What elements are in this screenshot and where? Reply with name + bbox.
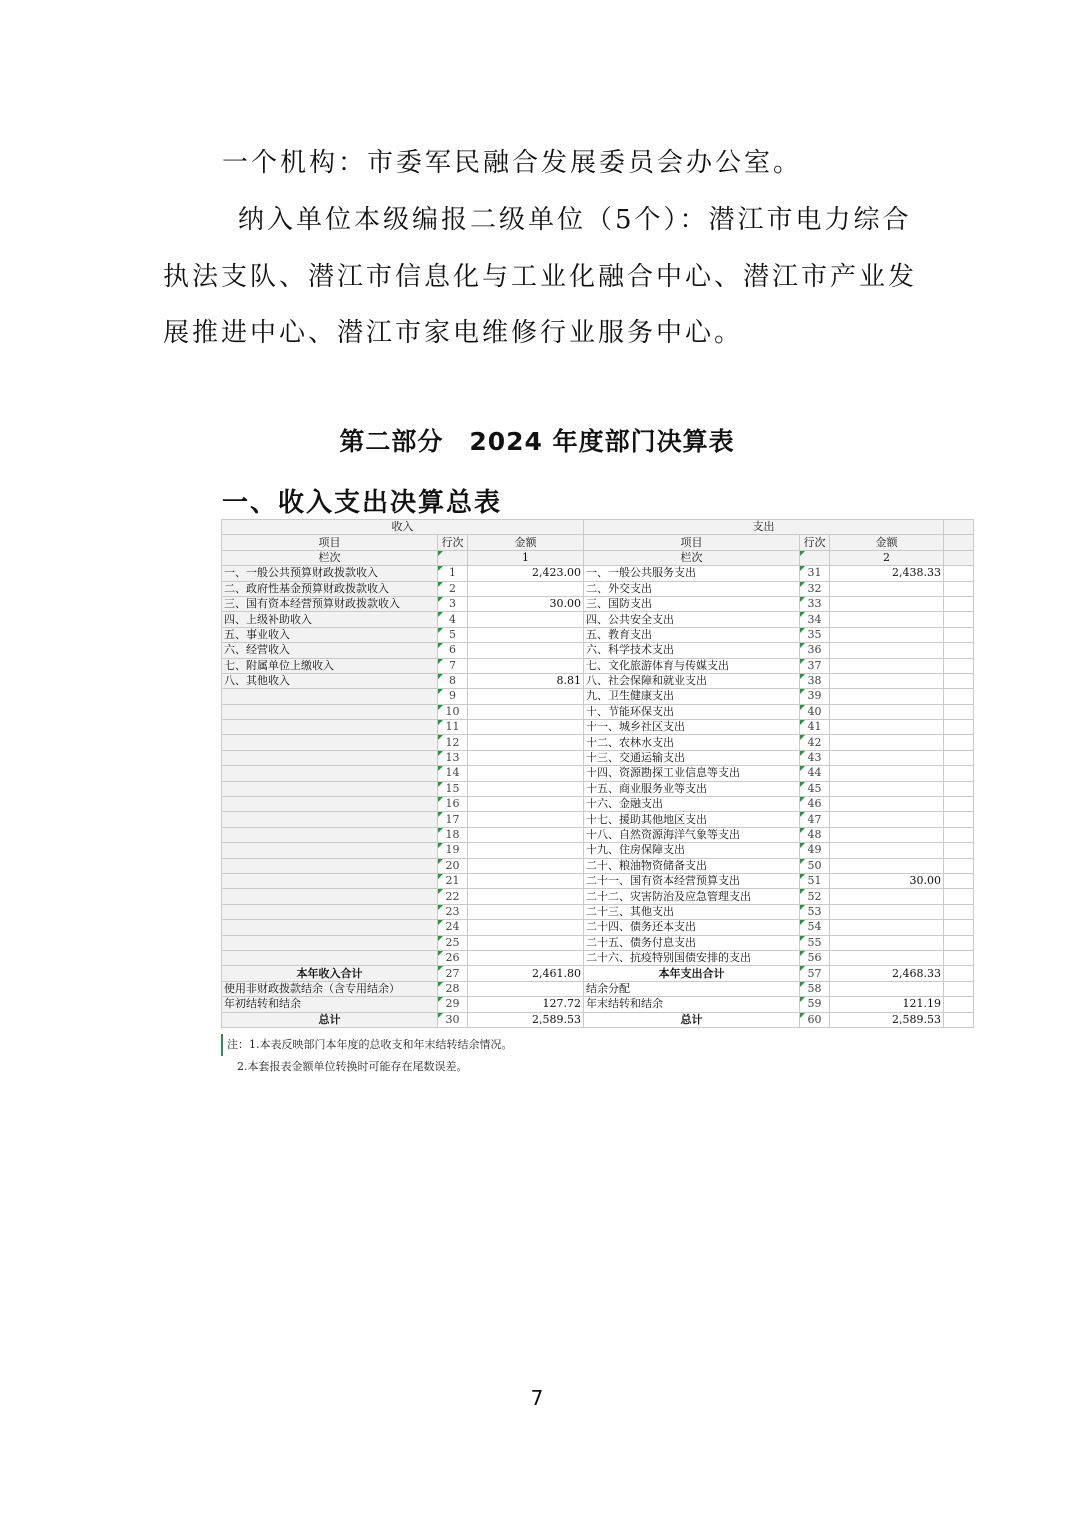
- income-amount: [468, 581, 584, 596]
- intro-line-1: 一个机构：市委军民融合发展委员会办公室。: [222, 148, 803, 178]
- income-item-label: 四、上级补助收入: [222, 612, 438, 627]
- income-line-number: 25: [438, 935, 468, 950]
- income-item-label: 总计: [222, 1012, 438, 1027]
- income-expense-table: [221, 519, 974, 1028]
- expense-item-label: 十二、农林水支出: [584, 735, 800, 750]
- expense-line-number: 51: [800, 873, 830, 888]
- expense-amount: [830, 904, 944, 919]
- expense-item-label: 七、文化旅游体育与传媒支出: [584, 658, 800, 673]
- income-line-number: 20: [438, 858, 468, 873]
- income-amount: 2,461.80: [468, 966, 584, 981]
- expense-item-label: 十六、金融支出: [584, 797, 800, 812]
- expense-amount: [830, 612, 944, 627]
- expense-line-number: 56: [800, 950, 830, 965]
- expense-item-label: 二十五、债务付息支出: [584, 935, 800, 950]
- intro-line-3: 执法支队、潜江市信息化与工业化融合中心、潜江市产业发: [163, 262, 918, 292]
- income-line-number: 26: [438, 950, 468, 965]
- table-row: [222, 812, 974, 827]
- income-line-number: 10: [438, 704, 468, 719]
- income-line-number: 24: [438, 920, 468, 935]
- income-item-label: [222, 704, 438, 719]
- empty-cell: [800, 550, 830, 565]
- expense-line-number: 44: [800, 766, 830, 781]
- income-item-label: [222, 781, 438, 796]
- income-item-label: 年初结转和结余: [222, 997, 438, 1012]
- expense-amount: [830, 627, 944, 642]
- empty-cell: [944, 612, 974, 627]
- income-item-label: [222, 827, 438, 842]
- col-header-lanci: 栏次: [584, 550, 800, 565]
- income-line-number: 7: [438, 658, 468, 673]
- expense-line-number: 43: [800, 750, 830, 765]
- income-line-number: 3: [438, 596, 468, 611]
- expense-item-label: 二十二、灾害防治及应急管理支出: [584, 889, 800, 904]
- empty-cell: [438, 550, 468, 565]
- table-row: [222, 750, 974, 765]
- expense-amount: [830, 750, 944, 765]
- intro-line-4: 展推进中心、潜江市家电维修行业服务中心。: [163, 318, 744, 348]
- income-amount: [468, 889, 584, 904]
- income-item-label: [222, 735, 438, 750]
- income-line-number: 30: [438, 1012, 468, 1027]
- income-line-number: 4: [438, 612, 468, 627]
- income-line-number: 1: [438, 566, 468, 581]
- expense-line-number: 53: [800, 904, 830, 919]
- table-notes: [221, 1034, 973, 1078]
- expense-amount: [830, 658, 944, 673]
- expense-amount: [830, 827, 944, 842]
- expense-item-label: 十五、商业服务业等支出: [584, 781, 800, 796]
- income-item-label: [222, 904, 438, 919]
- income-item-label: [222, 750, 438, 765]
- expense-line-number: 31: [800, 566, 830, 581]
- income-amount: 127.72: [468, 997, 584, 1012]
- income-amount: [468, 935, 584, 950]
- income-item-label: [222, 889, 438, 904]
- empty-cell: [944, 520, 974, 535]
- expense-item-label: 年末结转和结余: [584, 997, 800, 1012]
- table-row: [222, 627, 974, 642]
- empty-cell: [944, 766, 974, 781]
- expense-item-label: 本年支出合计: [584, 966, 800, 981]
- expense-item-label: 四、公共安全支出: [584, 612, 800, 627]
- income-item-label: [222, 873, 438, 888]
- income-item-label: [222, 935, 438, 950]
- expense-item-label: 九、卫生健康支出: [584, 689, 800, 704]
- empty-cell: [944, 873, 974, 888]
- income-line-number: 8: [438, 673, 468, 688]
- income-header: 收入: [222, 520, 584, 535]
- income-line-number: 9: [438, 689, 468, 704]
- income-amount: 2,423.00: [468, 566, 584, 581]
- income-item-label: [222, 797, 438, 812]
- spreadsheet-table: [221, 519, 973, 1078]
- income-amount: [468, 812, 584, 827]
- income-item-label: 六、经营收入: [222, 643, 438, 658]
- expense-item-label: 结余分配: [584, 981, 800, 996]
- empty-cell: [944, 827, 974, 842]
- expense-item-label: 十一、城乡社区支出: [584, 720, 800, 735]
- expense-item-label: 十、节能环保支出: [584, 704, 800, 719]
- empty-cell: [944, 643, 974, 658]
- income-item-label: 八、其他收入: [222, 673, 438, 688]
- col-number-2: 2: [830, 550, 944, 565]
- empty-cell: [944, 566, 974, 581]
- expense-amount: [830, 812, 944, 827]
- table-row: [222, 950, 974, 965]
- empty-cell: [944, 935, 974, 950]
- col-header-lanci: 栏次: [222, 550, 438, 565]
- col-number-1: 1: [468, 550, 584, 565]
- expense-line-number: 59: [800, 997, 830, 1012]
- page-number: 7: [530, 1386, 544, 1410]
- col-header-amount: 金额: [830, 535, 944, 550]
- expense-line-number: 49: [800, 843, 830, 858]
- table-row: [222, 704, 974, 719]
- expense-line-number: 35: [800, 627, 830, 642]
- empty-cell: [944, 920, 974, 935]
- table-row: [222, 797, 974, 812]
- empty-cell: [944, 720, 974, 735]
- col-header-line: 行次: [438, 535, 468, 550]
- income-line-number: 23: [438, 904, 468, 919]
- income-item-label: [222, 812, 438, 827]
- expense-line-number: 57: [800, 966, 830, 981]
- expense-amount: [830, 920, 944, 935]
- table-row: [222, 1012, 974, 1027]
- empty-cell: [944, 550, 974, 565]
- empty-cell: [944, 904, 974, 919]
- income-amount: [468, 704, 584, 719]
- empty-cell: [944, 950, 974, 965]
- income-line-number: 14: [438, 766, 468, 781]
- expense-amount: [830, 735, 944, 750]
- expense-item-label: 十四、资源勘探工业信息等支出: [584, 766, 800, 781]
- empty-cell: [944, 673, 974, 688]
- income-amount: [468, 950, 584, 965]
- income-line-number: 22: [438, 889, 468, 904]
- empty-cell: [944, 627, 974, 642]
- expense-amount: [830, 981, 944, 996]
- expense-line-number: 33: [800, 596, 830, 611]
- income-item-label: 七、附属单位上缴收入: [222, 658, 438, 673]
- income-amount: [468, 735, 584, 750]
- col-header-amount: 金额: [468, 535, 584, 550]
- income-item-label: 使用非财政拨款结余（含专用结余）: [222, 981, 438, 996]
- note-2: 2.本套报表金额单位转换时可能存在尾数误差。: [237, 1059, 468, 1073]
- expense-item-label: 十七、援助其他地区支出: [584, 812, 800, 827]
- table-row: [222, 612, 974, 627]
- empty-cell: [944, 966, 974, 981]
- income-line-number: 2: [438, 581, 468, 596]
- empty-cell: [944, 843, 974, 858]
- expense-amount: 2,468.33: [830, 966, 944, 981]
- expense-line-number: 54: [800, 920, 830, 935]
- income-line-number: 5: [438, 627, 468, 642]
- expense-amount: 121.19: [830, 997, 944, 1012]
- income-item-label: 三、国有资本经营预算财政拨款收入: [222, 596, 438, 611]
- expense-item-label: 五、教育支出: [584, 627, 800, 642]
- expense-line-number: 58: [800, 981, 830, 996]
- expense-item-label: 三、国防支出: [584, 596, 800, 611]
- intro-line-2: 纳入单位本级编报二级单位（5个）：潜江市电力综合: [238, 205, 912, 235]
- income-amount: [468, 920, 584, 935]
- income-amount: [468, 781, 584, 796]
- col-header-item: 项目: [222, 535, 438, 550]
- empty-cell: [944, 797, 974, 812]
- income-item-label: [222, 950, 438, 965]
- expense-line-number: 34: [800, 612, 830, 627]
- table-row: [222, 566, 974, 581]
- expense-amount: 2,438.33: [830, 566, 944, 581]
- expense-header: 支出: [584, 520, 944, 535]
- expense-line-number: 45: [800, 781, 830, 796]
- income-item-label: 五、事业收入: [222, 627, 438, 642]
- table-row: [222, 920, 974, 935]
- income-line-number: 6: [438, 643, 468, 658]
- income-amount: [468, 720, 584, 735]
- table-row: [222, 689, 974, 704]
- table-row: [222, 781, 974, 796]
- expense-item-label: 八、社会保障和就业支出: [584, 673, 800, 688]
- table-row: [222, 827, 974, 842]
- expense-item-label: 十八、自然资源海洋气象等支出: [584, 827, 800, 842]
- col-header-line: 行次: [800, 535, 830, 550]
- expense-line-number: 48: [800, 827, 830, 842]
- table-row: [222, 658, 974, 673]
- expense-line-number: 52: [800, 889, 830, 904]
- expense-item-label: 总计: [584, 1012, 800, 1027]
- expense-amount: [830, 689, 944, 704]
- expense-line-number: 55: [800, 935, 830, 950]
- income-line-number: 11: [438, 720, 468, 735]
- income-line-number: 18: [438, 827, 468, 842]
- expense-item-label: 二十六、抗疫特别国债安排的支出: [584, 950, 800, 965]
- expense-amount: [830, 720, 944, 735]
- table-row: [222, 997, 974, 1012]
- expense-amount: [830, 781, 944, 796]
- expense-amount: [830, 596, 944, 611]
- income-item-label: 一、一般公共预算财政拨款收入: [222, 566, 438, 581]
- expense-amount: 2,589.53: [830, 1012, 944, 1027]
- expense-item-label: 二十、粮油物资储备支出: [584, 858, 800, 873]
- empty-cell: [944, 997, 974, 1012]
- income-amount: [468, 627, 584, 642]
- expense-item-label: 二、外交支出: [584, 581, 800, 596]
- income-amount: 30.00: [468, 596, 584, 611]
- income-line-number: 12: [438, 735, 468, 750]
- part-title: 第二部分 2024 年度部门决算表: [339, 427, 735, 456]
- income-amount: [468, 858, 584, 873]
- expense-amount: [830, 643, 944, 658]
- expense-amount: [830, 935, 944, 950]
- table-row: [222, 766, 974, 781]
- table-row: [222, 673, 974, 688]
- expense-amount: [830, 766, 944, 781]
- note-1: 注：1.本表反映部门本年度的总收支和年末结转结余情况。: [221, 1034, 973, 1056]
- expense-amount: [830, 858, 944, 873]
- expense-item-label: 一、一般公共服务支出: [584, 566, 800, 581]
- income-amount: [468, 827, 584, 842]
- income-amount: [468, 797, 584, 812]
- expense-line-number: 38: [800, 673, 830, 688]
- expense-amount: [830, 704, 944, 719]
- income-item-label: [222, 920, 438, 935]
- expense-item-label: 十三、交通运输支出: [584, 750, 800, 765]
- income-item-label: [222, 858, 438, 873]
- expense-item-label: 二十三、其他支出: [584, 904, 800, 919]
- expense-line-number: 36: [800, 643, 830, 658]
- expense-amount: [830, 797, 944, 812]
- expense-line-number: 40: [800, 704, 830, 719]
- income-line-number: 16: [438, 797, 468, 812]
- empty-cell: [944, 689, 974, 704]
- income-line-number: 21: [438, 873, 468, 888]
- income-amount: 8.81: [468, 673, 584, 688]
- income-amount: [468, 981, 584, 996]
- expense-item-label: 二十一、国有资本经营预算支出: [584, 873, 800, 888]
- income-amount: [468, 904, 584, 919]
- empty-cell: [944, 658, 974, 673]
- income-amount: 2,589.53: [468, 1012, 584, 1027]
- table-row: [222, 735, 974, 750]
- income-line-number: 17: [438, 812, 468, 827]
- expense-item-label: 二十四、债务还本支出: [584, 920, 800, 935]
- table-row: [222, 889, 974, 904]
- expense-amount: [830, 673, 944, 688]
- expense-line-number: 46: [800, 797, 830, 812]
- table-row: [222, 596, 974, 611]
- income-amount: [468, 689, 584, 704]
- expense-amount: 30.00: [830, 873, 944, 888]
- expense-line-number: 39: [800, 689, 830, 704]
- income-amount: [468, 643, 584, 658]
- income-amount: [468, 766, 584, 781]
- table-row: [222, 966, 974, 981]
- income-item-label: [222, 720, 438, 735]
- empty-cell: [944, 812, 974, 827]
- expense-line-number: 50: [800, 858, 830, 873]
- table-row: [222, 935, 974, 950]
- col-header-item: 项目: [584, 535, 800, 550]
- table-row: [222, 581, 974, 596]
- empty-cell: [944, 735, 974, 750]
- income-item-label: [222, 843, 438, 858]
- empty-cell: [944, 535, 974, 550]
- income-item-label: [222, 766, 438, 781]
- income-line-number: 29: [438, 997, 468, 1012]
- income-line-number: 28: [438, 981, 468, 996]
- income-item-label: [222, 689, 438, 704]
- expense-amount: [830, 843, 944, 858]
- table-row: [222, 981, 974, 996]
- section-title: 一、收入支出决算总表: [222, 488, 503, 518]
- table-row: [222, 643, 974, 658]
- expense-line-number: 42: [800, 735, 830, 750]
- income-line-number: 27: [438, 966, 468, 981]
- expense-item-label: 六、科学技术支出: [584, 643, 800, 658]
- expense-line-number: 41: [800, 720, 830, 735]
- income-line-number: 19: [438, 843, 468, 858]
- table-row: [222, 873, 974, 888]
- empty-cell: [944, 1012, 974, 1027]
- income-item-label: 二、政府性基金预算财政拨款收入: [222, 581, 438, 596]
- table-row: [222, 843, 974, 858]
- expense-amount: [830, 581, 944, 596]
- empty-cell: [944, 981, 974, 996]
- expense-line-number: 32: [800, 581, 830, 596]
- empty-cell: [944, 596, 974, 611]
- table-row: [222, 904, 974, 919]
- table-row: [222, 720, 974, 735]
- expense-line-number: 37: [800, 658, 830, 673]
- empty-cell: [944, 858, 974, 873]
- expense-item-label: 十九、住房保障支出: [584, 843, 800, 858]
- empty-cell: [944, 750, 974, 765]
- income-line-number: 15: [438, 781, 468, 796]
- income-amount: [468, 612, 584, 627]
- expense-amount: [830, 950, 944, 965]
- income-item-label: 本年收入合计: [222, 966, 438, 981]
- expense-line-number: 60: [800, 1012, 830, 1027]
- expense-amount: [830, 889, 944, 904]
- table-row: [222, 858, 974, 873]
- empty-cell: [944, 581, 974, 596]
- empty-cell: [944, 781, 974, 796]
- income-amount: [468, 843, 584, 858]
- expense-line-number: 47: [800, 812, 830, 827]
- income-amount: [468, 658, 584, 673]
- income-amount: [468, 750, 584, 765]
- empty-cell: [944, 889, 974, 904]
- income-amount: [468, 873, 584, 888]
- income-line-number: 13: [438, 750, 468, 765]
- empty-cell: [944, 704, 974, 719]
